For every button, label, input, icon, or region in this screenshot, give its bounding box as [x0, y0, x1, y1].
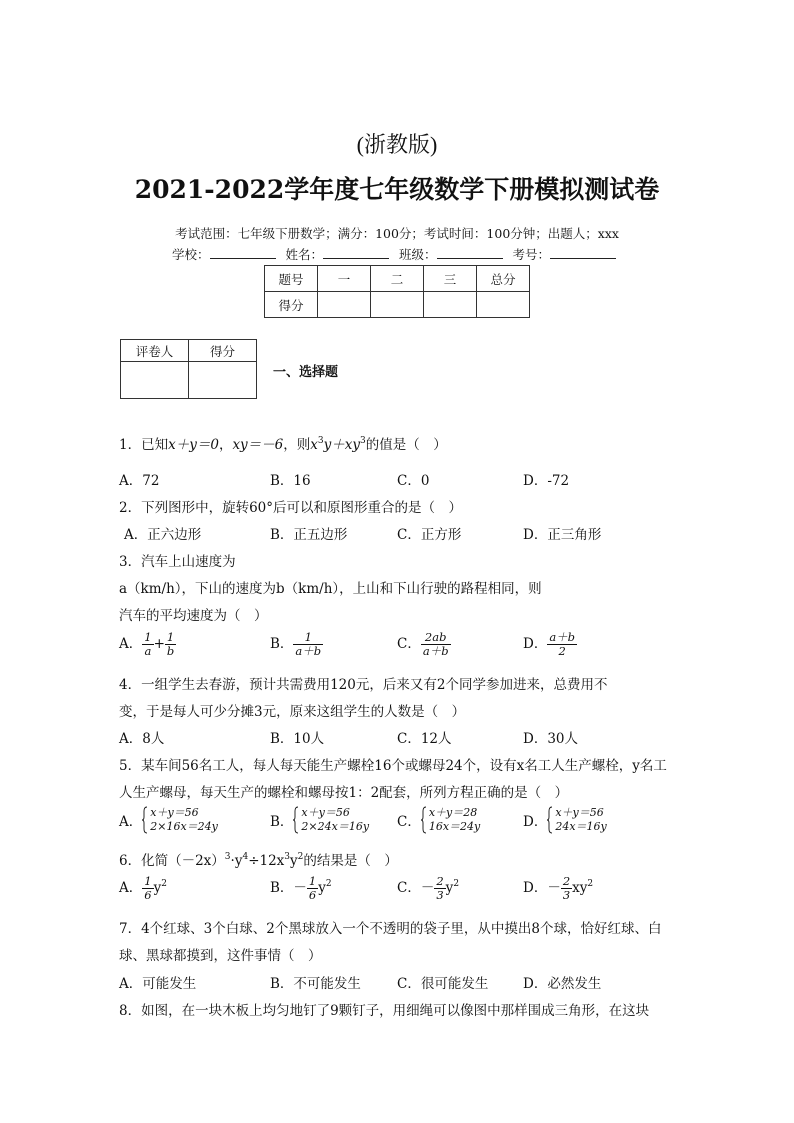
q7-option-c[interactable]: C．很可能发生 — [397, 976, 489, 992]
question-5-line2: 人生产螺母，每天生产的螺栓和螺母按1：2配套，所列方程正确的是（ ） — [119, 785, 569, 801]
denominator: b — [166, 644, 175, 658]
school-blank[interactable] — [210, 246, 276, 259]
score-cell[interactable] — [318, 292, 371, 318]
question-7-line1: 7．4个红球、3个白球、2个黑球放入一个不透明的袋子里，从中摸出8个球，恰好红球、白 — [119, 921, 662, 937]
option-label: D． — [523, 814, 548, 830]
numerator: 1 — [308, 874, 317, 888]
equation-system — [547, 806, 606, 834]
option-label: D．－ — [523, 880, 561, 896]
q6-exp1: 3 — [224, 852, 231, 862]
q3-option-b[interactable] — [270, 631, 323, 658]
q1-sep: ， — [218, 437, 233, 453]
option-label: A． — [119, 636, 143, 652]
option-label: C． — [397, 636, 421, 652]
numerator: 2 — [562, 874, 571, 888]
numerator: 1 — [165, 631, 176, 645]
score-header-cell: 二 — [371, 266, 424, 292]
score-cell[interactable] — [371, 292, 424, 318]
grader-score-label: 得分 — [189, 340, 257, 362]
question-1 — [119, 433, 447, 453]
grader-label: 评卷人 — [121, 340, 189, 362]
option-label: B．－ — [270, 880, 307, 896]
fraction — [547, 631, 577, 658]
q6-exp2: 4 — [242, 852, 249, 862]
class-label: 班级： — [398, 247, 437, 262]
q6-exp3: 3 — [284, 852, 291, 862]
q5-option-c[interactable] — [397, 806, 480, 834]
option-label: D． — [523, 636, 548, 652]
question-7-line2: 球、黑球都摸到，这件事情（ ） — [119, 948, 322, 964]
exam-info: 考试范围：七年级下册数学；满分：100分；考试时间：100分钟；出题人；xxx — [175, 226, 619, 241]
numerator: 1 — [293, 631, 323, 645]
q6-stem-e: 的结果是（ ） — [303, 853, 398, 869]
exponent: 2 — [587, 879, 594, 889]
q1-option-c[interactable]: C．0 — [397, 473, 430, 489]
q6-option-c[interactable] — [397, 875, 459, 902]
score-cell[interactable] — [477, 292, 530, 318]
equation-line: x＋y＝56 — [301, 806, 350, 819]
q4-option-b[interactable]: B．10人 — [270, 731, 325, 747]
numerator: a＋b — [549, 630, 576, 644]
equation-line: x＋y＝56 — [150, 806, 199, 819]
exponent: 2 — [161, 879, 167, 889]
q5-option-a[interactable] — [119, 806, 218, 834]
grader-cell[interactable] — [121, 362, 189, 399]
variable: xy — [572, 880, 588, 896]
question-4-line2: 变，于是每人可少分摊3元，原来这组学生的人数是（ ） — [119, 704, 466, 720]
option-label: C．－ — [397, 880, 435, 896]
question-5-line1: 5．某车间56名工人，每人每天能生产螺栓16个或螺母24个，设有x名工人生产螺栓，y名工 — [119, 758, 667, 774]
score-row-label: 得分 — [265, 292, 318, 318]
q1-exp2: 3 — [360, 436, 366, 446]
q4-option-c[interactable]: C．12人 — [397, 731, 452, 747]
q6-stem-b: ·y — [230, 853, 243, 869]
q1-exp1: 3 — [317, 436, 324, 446]
q6-stem-d: y — [290, 853, 298, 869]
q1-expr3a: x — [310, 437, 318, 453]
exam-number-blank[interactable] — [550, 246, 616, 259]
q1-mid: ，则 — [283, 437, 311, 453]
q5-option-b[interactable] — [270, 806, 369, 834]
student-fields — [0, 245, 794, 263]
q1-expr2: xy＝－6 — [232, 437, 284, 453]
question-3-line2: a（km/h），下山的速度为b（km/h），上山和下山行驶的路程相同，则 — [119, 581, 542, 597]
exam-title: 2021-2022学年度七年级数学下册模拟测试卷 — [134, 175, 660, 204]
fraction — [142, 875, 153, 902]
q6-stem-c: ÷12x — [248, 853, 285, 869]
q1-option-a[interactable]: A．72 — [119, 473, 160, 489]
denominator: 3 — [562, 888, 571, 902]
option-label: A． — [119, 880, 143, 896]
option-label: B． — [270, 814, 294, 830]
option-label: C． — [397, 814, 421, 830]
option-label: B． — [270, 636, 294, 652]
exponent: 2 — [453, 879, 460, 889]
score-header-cell: 总分 — [477, 266, 530, 292]
denominator: 6 — [144, 888, 152, 902]
q1-option-d[interactable]: D．-72 — [523, 473, 570, 489]
fraction — [142, 631, 153, 658]
equation-line: x＋y＝28 — [428, 806, 478, 819]
q6-option-b[interactable] — [270, 875, 332, 902]
brace-icon — [142, 806, 148, 834]
score-header-cell: 一 — [318, 266, 371, 292]
brace-icon — [293, 806, 299, 834]
variable: y — [153, 880, 162, 896]
question-3-line1: 3．汽车上山速度为 — [119, 554, 236, 570]
q1-option-b[interactable]: B．16 — [270, 473, 311, 489]
equation-line: 16x＝24y — [428, 820, 481, 833]
plus-sign: + — [153, 636, 165, 652]
numerator: 2 — [436, 874, 444, 888]
exponent: 2 — [325, 879, 332, 889]
question-6 — [119, 849, 398, 869]
equation-system — [293, 806, 369, 834]
q1-expr3b: y＋xy — [323, 437, 361, 453]
equation-line: 2×24x＝16y — [301, 820, 370, 833]
q7-option-a[interactable]: A．可能发生 — [119, 976, 197, 992]
name-blank[interactable] — [323, 246, 389, 259]
score-header-cell: 题号 — [265, 266, 318, 292]
variable: y — [445, 880, 454, 896]
score-table — [264, 265, 530, 318]
exam-number-label: 考号： — [512, 247, 550, 262]
denominator: a＋b — [422, 644, 449, 658]
q6-option-a[interactable] — [119, 875, 167, 902]
grader-table — [120, 339, 257, 399]
q2-option-a[interactable]: A．正六边形 — [124, 527, 202, 543]
q1-expr1: x＋y＝0 — [168, 437, 219, 453]
q2-option-d[interactable]: D．正三角形 — [523, 527, 602, 543]
fraction — [293, 631, 323, 658]
q3-option-a[interactable] — [119, 631, 176, 658]
denominator: a＋b — [295, 644, 322, 658]
q7-option-d[interactable]: D．必然发生 — [523, 976, 602, 992]
question-4-line1: 4．一组学生去春游，预计共需费用120元，后来又有2个同学参加进来，总费用不 — [119, 677, 608, 693]
equation-system — [421, 806, 480, 834]
q1-suffix: 的值是（ ） — [365, 437, 447, 453]
fraction — [434, 875, 445, 902]
brace-icon — [421, 806, 427, 834]
denominator: 2 — [558, 644, 566, 658]
variable: y — [318, 880, 326, 896]
equation-line: 24x＝16y — [555, 820, 607, 833]
numerator: 1 — [144, 630, 152, 644]
q4-option-d[interactable]: D．30人 — [523, 731, 579, 747]
grader-score-cell[interactable] — [189, 362, 257, 399]
q3-option-d[interactable] — [523, 631, 577, 658]
question-8-line1: 8．如图，在一块木板上均匀地钉了9颗钉子，用细绳可以像图中那样围成三角形，在这块 — [119, 1003, 650, 1019]
q6-exp4: 2 — [297, 852, 304, 862]
score-header-cell: 三 — [424, 266, 477, 292]
numerator: 2ab — [421, 631, 451, 645]
equation-system — [142, 806, 218, 834]
score-cell[interactable] — [424, 292, 477, 318]
fraction — [561, 875, 572, 902]
q3-option-c[interactable] — [397, 631, 451, 658]
denominator: 3 — [436, 888, 444, 902]
name-label: 姓名： — [285, 247, 323, 262]
section-title: 一、选择题 — [273, 365, 339, 380]
q6-stem-a: 6．化简（－2x） — [119, 853, 225, 869]
fraction — [307, 875, 318, 902]
school-label: 学校： — [171, 247, 210, 262]
edition-label: (浙教版) — [356, 132, 438, 157]
question-3-line3: 汽车的平均速度为（ ） — [119, 608, 268, 624]
denominator: a — [144, 644, 152, 658]
question-2: 2．下列图形中，旋转60°后可以和原图形重合的是（ ） — [119, 500, 463, 516]
q2-option-c[interactable]: C．正方形 — [397, 527, 462, 543]
brace-icon — [547, 806, 553, 834]
equation-line: 2×16x＝24y — [150, 820, 218, 833]
option-label: A． — [119, 814, 143, 830]
fraction — [421, 631, 451, 658]
class-blank[interactable] — [437, 246, 503, 259]
denominator: 6 — [308, 888, 317, 902]
equation-line: x＋y＝56 — [555, 806, 604, 819]
q1-prefix: 1．已知 — [119, 437, 169, 453]
numerator: 1 — [144, 874, 152, 888]
q7-option-b[interactable]: B．不可能发生 — [270, 976, 361, 992]
q2-option-b[interactable]: B．正五边形 — [270, 527, 348, 543]
q4-option-a[interactable]: A．8人 — [119, 731, 165, 747]
fraction — [165, 631, 176, 658]
q6-option-d[interactable] — [523, 875, 593, 902]
q5-option-d[interactable] — [523, 806, 607, 834]
